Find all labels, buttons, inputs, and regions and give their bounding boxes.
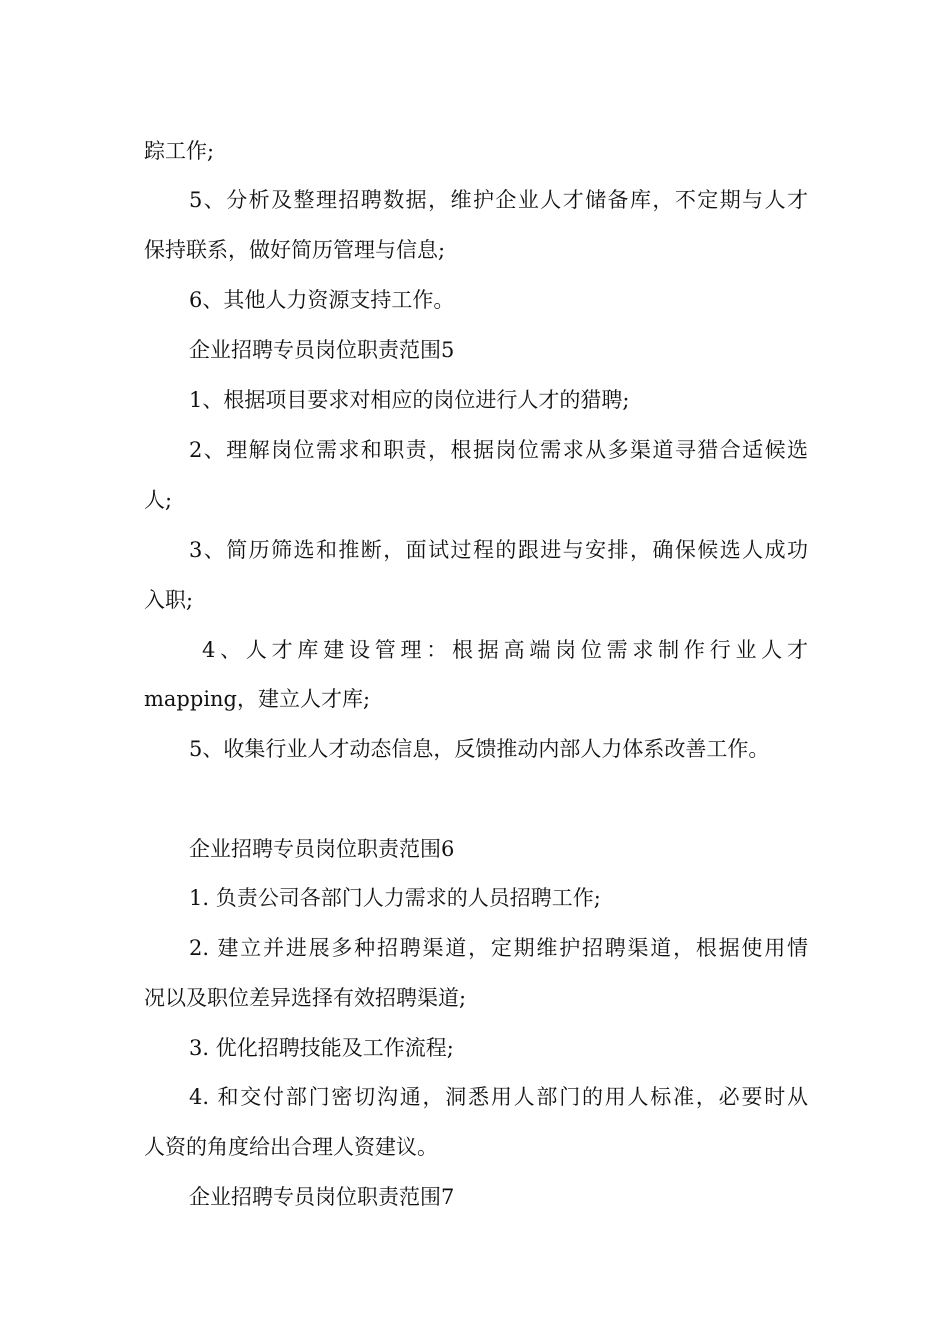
text-line: 4、人才库建设管理：根据高端岗位需求制作行业人才 [202, 638, 808, 662]
section-heading: 企业招聘专员岗位职责范围7 [189, 1185, 455, 1209]
text-line: 入职; [144, 588, 194, 612]
text-line: 5、收集行业人才动态信息，反馈推动内部人力体系改善工作。 [189, 737, 770, 761]
section-heading: 企业招聘专员岗位职责范围5 [189, 338, 455, 362]
text-line: 3、简历筛选和推断，面试过程的跟进与安排，确保候选人成功 [189, 538, 808, 562]
text-line: 保持联系，做好简历管理与信息; [144, 238, 446, 262]
text-line: 4. 和交付部门密切沟通，洞悉用人部门的用人标准，必要时从 [189, 1085, 808, 1109]
text-line: 3. 优化招聘技能及工作流程; [189, 1036, 454, 1060]
text-line: mapping，建立人才库; [144, 687, 371, 711]
text-line: 人; [144, 488, 173, 512]
text-line: 2. 建立并进展多种招聘渠道，定期维护招聘渠道，根据使用情 [189, 936, 808, 960]
text-line: 5、分析及整理招聘数据，维护企业人才储备库，不定期与人才 [189, 188, 808, 212]
text-line: 人资的角度给出合理人资建议。 [144, 1135, 438, 1159]
text-line: 2、理解岗位需求和职责，根据岗位需求从多渠道寻猎合适候选 [189, 438, 808, 462]
text-line: 1. 负责公司各部门人力需求的人员招聘工作; [189, 886, 601, 910]
text-line: 踪工作; [144, 139, 215, 163]
text-line: 1、根据项目要求对相应的岗位进行人才的猎聘; [189, 388, 630, 412]
text-line: 6、其他人力资源支持工作。 [189, 288, 455, 312]
section-heading: 企业招聘专员岗位职责范围6 [189, 837, 455, 861]
text-line: 况以及职位差异选择有效招聘渠道; [144, 986, 467, 1010]
